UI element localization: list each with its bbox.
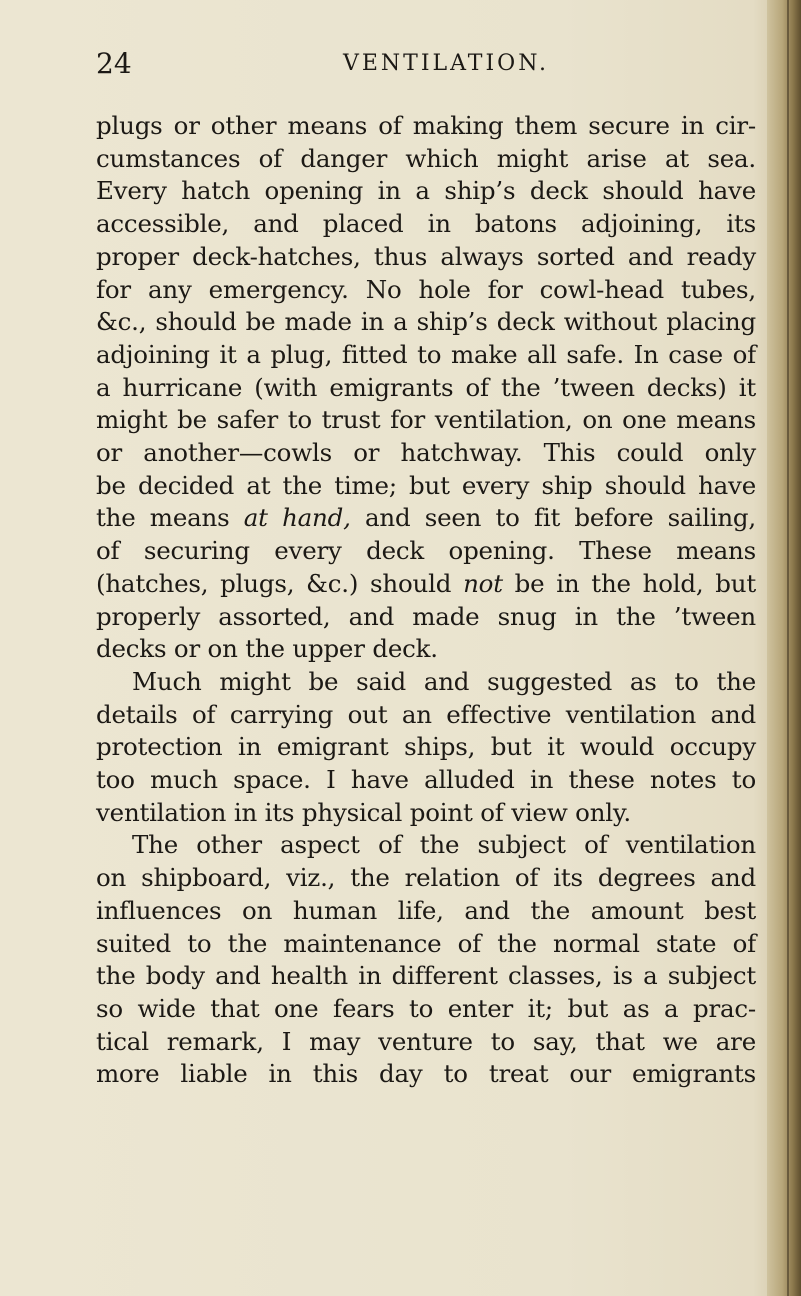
text-line: protection in emigrant ships, but it would occupy — [96, 732, 756, 762]
text-line-with-italic — [96, 502, 756, 535]
text-line: a hurricane (with emigrants of the ’tween decks) it — [96, 372, 756, 402]
text-line: for any emergency. No hole for cowl-head tubes, — [96, 274, 756, 304]
text-line: cumstances of danger which might arise at sea. — [96, 143, 756, 173]
page-number: 24 — [96, 47, 132, 80]
text-fragment: and seen to fit before sailing, — [364, 503, 756, 533]
text-fragment: the means — [96, 503, 230, 533]
italic-word: not — [463, 568, 503, 598]
text-line: tical remark, I may venture to say, that we are — [96, 1026, 756, 1056]
italic-phrase: at hand, — [243, 503, 351, 533]
page-text — [96, 110, 756, 1091]
text-line-paragraph-end: decks or on the upper deck. — [96, 634, 438, 664]
text-line: details of carrying out an effective ventilation and — [96, 699, 756, 729]
text-line: &c., should be made in a ship’s deck without placing — [96, 307, 756, 337]
text-line: be decided at the time; but every ship should have — [96, 470, 756, 500]
text-fragment: be in the hold, but — [514, 568, 757, 598]
text-line: or another—cowls or hatchway. This could only — [96, 438, 756, 468]
page-gutter-shadow — [767, 0, 801, 1296]
text-line: adjoining it a plug, fitted to make all safe. In case of — [96, 339, 756, 369]
text-line: might be safer to trust for ventilation, on one means — [96, 405, 756, 435]
text-line: suited to the maintenance of the normal state of — [96, 928, 756, 958]
text-line: of securing every deck opening. These means — [96, 536, 756, 566]
text-line: plugs or other means of making them secure in cir- — [96, 111, 756, 140]
text-line-paragraph-end: ventilation in its physical point of view only. — [96, 797, 631, 827]
text-line: influences on human life, and the amount best — [96, 895, 756, 925]
text-line-with-italic — [96, 568, 756, 601]
text-line: the body and health in different classes, is a subject — [96, 961, 756, 991]
text-line: on shipboard, viz., the relation of its degrees and — [96, 863, 756, 893]
text-line: Every hatch opening in a ship’s deck should have — [96, 176, 756, 206]
text-line: too much space. I have alluded in these notes to — [96, 765, 756, 795]
text-line: accessible, and placed in batons adjoining, its — [96, 209, 756, 239]
page-edge-line — [787, 0, 789, 1296]
text-line: so wide that one fears to enter it; but as a prac- — [96, 993, 756, 1023]
text-line-paragraph-start: Much might be said and suggested as to the — [132, 666, 756, 696]
text-line-paragraph-start: The other aspect of the subject of ventilation — [132, 830, 756, 860]
text-line: proper deck-hatches, thus always sorted and ready — [96, 241, 756, 271]
page-header — [96, 44, 756, 84]
text-line: more liable in this day to treat our emigrants — [96, 1059, 756, 1089]
running-title: VENTILATION. — [342, 51, 550, 76]
text-line: properly assorted, and made snug in the ’tween — [96, 601, 756, 631]
text-fragment: (hatches, plugs, &c.) should — [96, 568, 452, 598]
